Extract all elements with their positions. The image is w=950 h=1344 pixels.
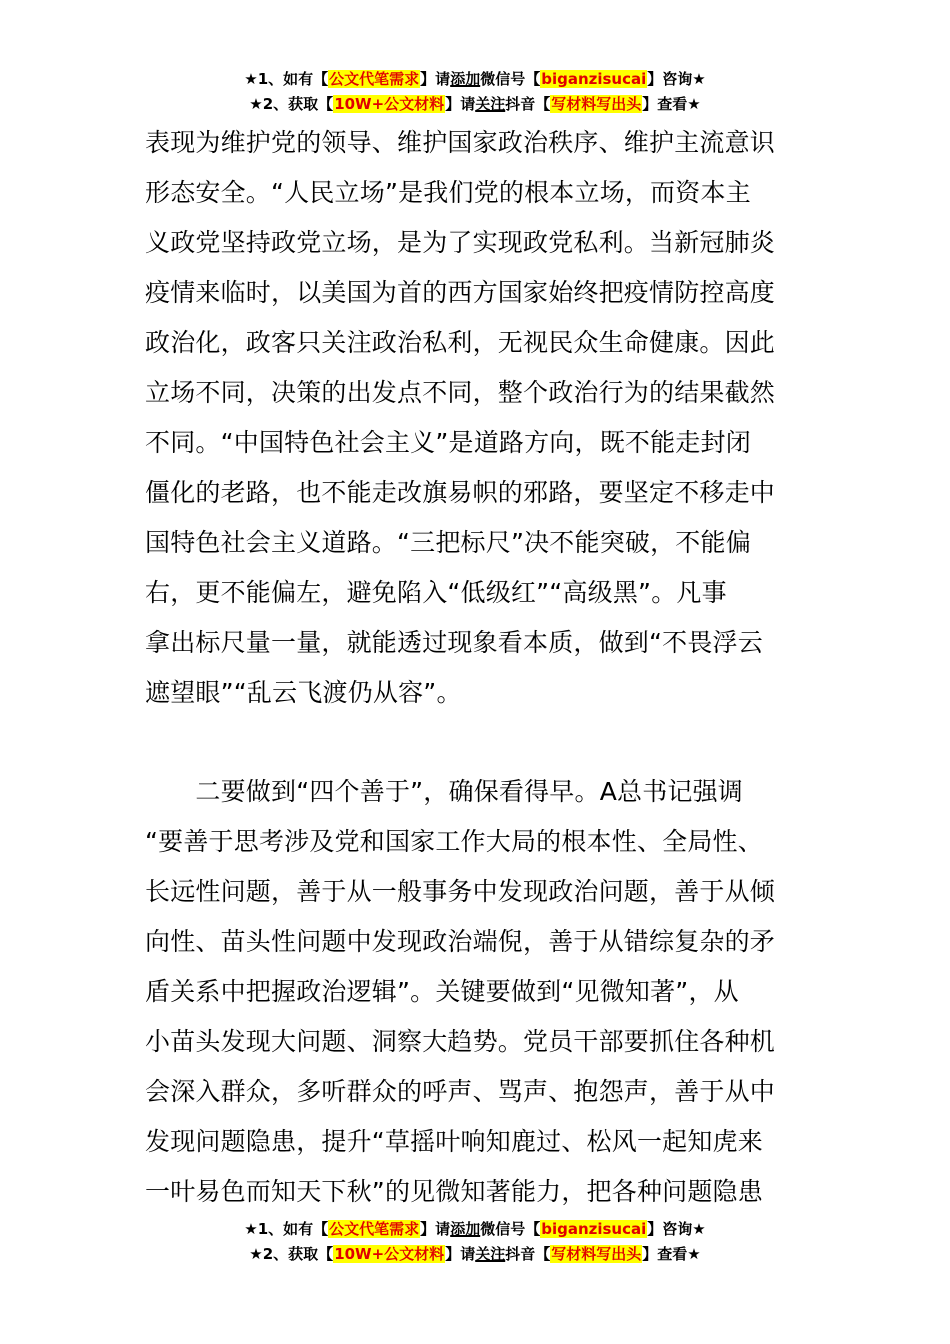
promo-text: 】请 bbox=[445, 1245, 476, 1263]
text-line: 遮望眼”“乱云飞渡仍从容”。 bbox=[145, 678, 462, 707]
paragraph-2 bbox=[145, 767, 810, 1217]
promo-highlight: 10W+公文材料 bbox=[334, 1245, 445, 1263]
douyin-account: 写材料写出头 bbox=[551, 1245, 642, 1263]
promo-highlight: 公文代笔需求 bbox=[329, 1220, 420, 1238]
promo-text: 】请 bbox=[420, 1220, 451, 1238]
text-line: 会深入群众，多听群众的呼声、骂声、抱怨声，善于从中 bbox=[145, 1077, 776, 1106]
promo-underlined: 关注 bbox=[475, 1245, 506, 1263]
promo-line-2 bbox=[0, 92, 950, 117]
promo-highlight: 10W+公文材料 bbox=[334, 95, 445, 113]
text-line: 不同。“中国特色社会主义”是道路方向，既不能走封闭 bbox=[145, 428, 751, 457]
text-line: 疫情来临时，以美国为首的西方国家始终把疫情防控高度 bbox=[145, 278, 776, 307]
promo-text: ★2、获取【 bbox=[249, 1245, 334, 1263]
text-line: 发现问题隐患，提升“草摇叶响知鹿过、松风一起知虎来 bbox=[145, 1127, 763, 1156]
text-line: 国特色社会主义道路。“三把标尺”决不能突破，不能偏 bbox=[145, 528, 751, 557]
promo-text: 】请 bbox=[420, 70, 451, 88]
text-line: 表现为维护党的领导、维护国家政治秩序、维护主流意识 bbox=[145, 128, 776, 157]
text-line: 长远性问题，善于从一般事务中发现政治问题，善于从倾 bbox=[145, 877, 776, 906]
promo-line-1 bbox=[0, 67, 950, 92]
promo-text: 】咨询★ bbox=[647, 70, 706, 88]
text-line: 拿出标尺量一量，就能透过现象看本质，做到“不畏浮云 bbox=[145, 628, 763, 657]
text-line: 小苗头发现大问题、洞察大趋势。党员干部要抓住各种机 bbox=[145, 1027, 776, 1056]
promo-text: ★1、如有【 bbox=[244, 70, 329, 88]
promo-line-2 bbox=[0, 1242, 950, 1267]
footer-promo-banner bbox=[0, 1217, 950, 1267]
paragraph-1 bbox=[145, 118, 810, 718]
promo-text: 微信号【 bbox=[480, 70, 541, 88]
wechat-id: biganzisucai bbox=[541, 1220, 647, 1238]
text-line: 一叶易色而知天下秋”的见微知著能力，把各种问题隐患 bbox=[145, 1177, 763, 1206]
promo-text: 】请 bbox=[445, 95, 476, 113]
promo-text: 】查看★ bbox=[642, 95, 701, 113]
header-promo-banner bbox=[0, 67, 950, 117]
promo-text: 】查看★ bbox=[642, 1245, 701, 1263]
text-line: 立场不同，决策的出发点不同，整个政治行为的结果截然 bbox=[145, 378, 776, 407]
text-line: 形态安全。“人民立场”是我们党的根本立场，而资本主 bbox=[145, 178, 751, 207]
wechat-id: biganzisucai bbox=[541, 70, 647, 88]
promo-text: 微信号【 bbox=[480, 1220, 541, 1238]
text-line: 义政党坚持政党立场，是为了实现政党私利。当新冠肺炎 bbox=[145, 228, 776, 257]
promo-underlined: 添加 bbox=[450, 1220, 481, 1238]
text-line: 政治化，政客只关注政治私利，无视民众生命健康。因此 bbox=[145, 328, 776, 357]
douyin-account: 写材料写出头 bbox=[551, 95, 642, 113]
text-line: “要善于思考涉及党和国家工作大局的根本性、全局性、 bbox=[145, 827, 763, 856]
promo-text: ★2、获取【 bbox=[249, 95, 334, 113]
promo-underlined: 关注 bbox=[475, 95, 506, 113]
promo-text: 】咨询★ bbox=[647, 1220, 706, 1238]
promo-text: 抖音【 bbox=[505, 1245, 551, 1263]
promo-text: 抖音【 bbox=[505, 95, 551, 113]
text-line: 僵化的老路，也不能走改旗易帜的邪路，要坚定不移走中 bbox=[145, 478, 776, 507]
text-line: 盾关系中把握政治逻辑”。关键要做到“见微知著”，从 bbox=[145, 977, 739, 1006]
promo-highlight: 公文代笔需求 bbox=[329, 70, 420, 88]
text-line: 向性、苗头性问题中发现政治端倪，善于从错综复杂的矛 bbox=[145, 927, 776, 956]
text-line: 右，更不能偏左，避免陷入“低级红”“高级黑”。凡事 bbox=[145, 578, 727, 607]
promo-text: ★1、如有【 bbox=[244, 1220, 329, 1238]
promo-underlined: 添加 bbox=[450, 70, 481, 88]
promo-line-1 bbox=[0, 1217, 950, 1242]
text-line: 二要做到“四个善于”，确保看得早。A总书记强调 bbox=[145, 777, 744, 806]
